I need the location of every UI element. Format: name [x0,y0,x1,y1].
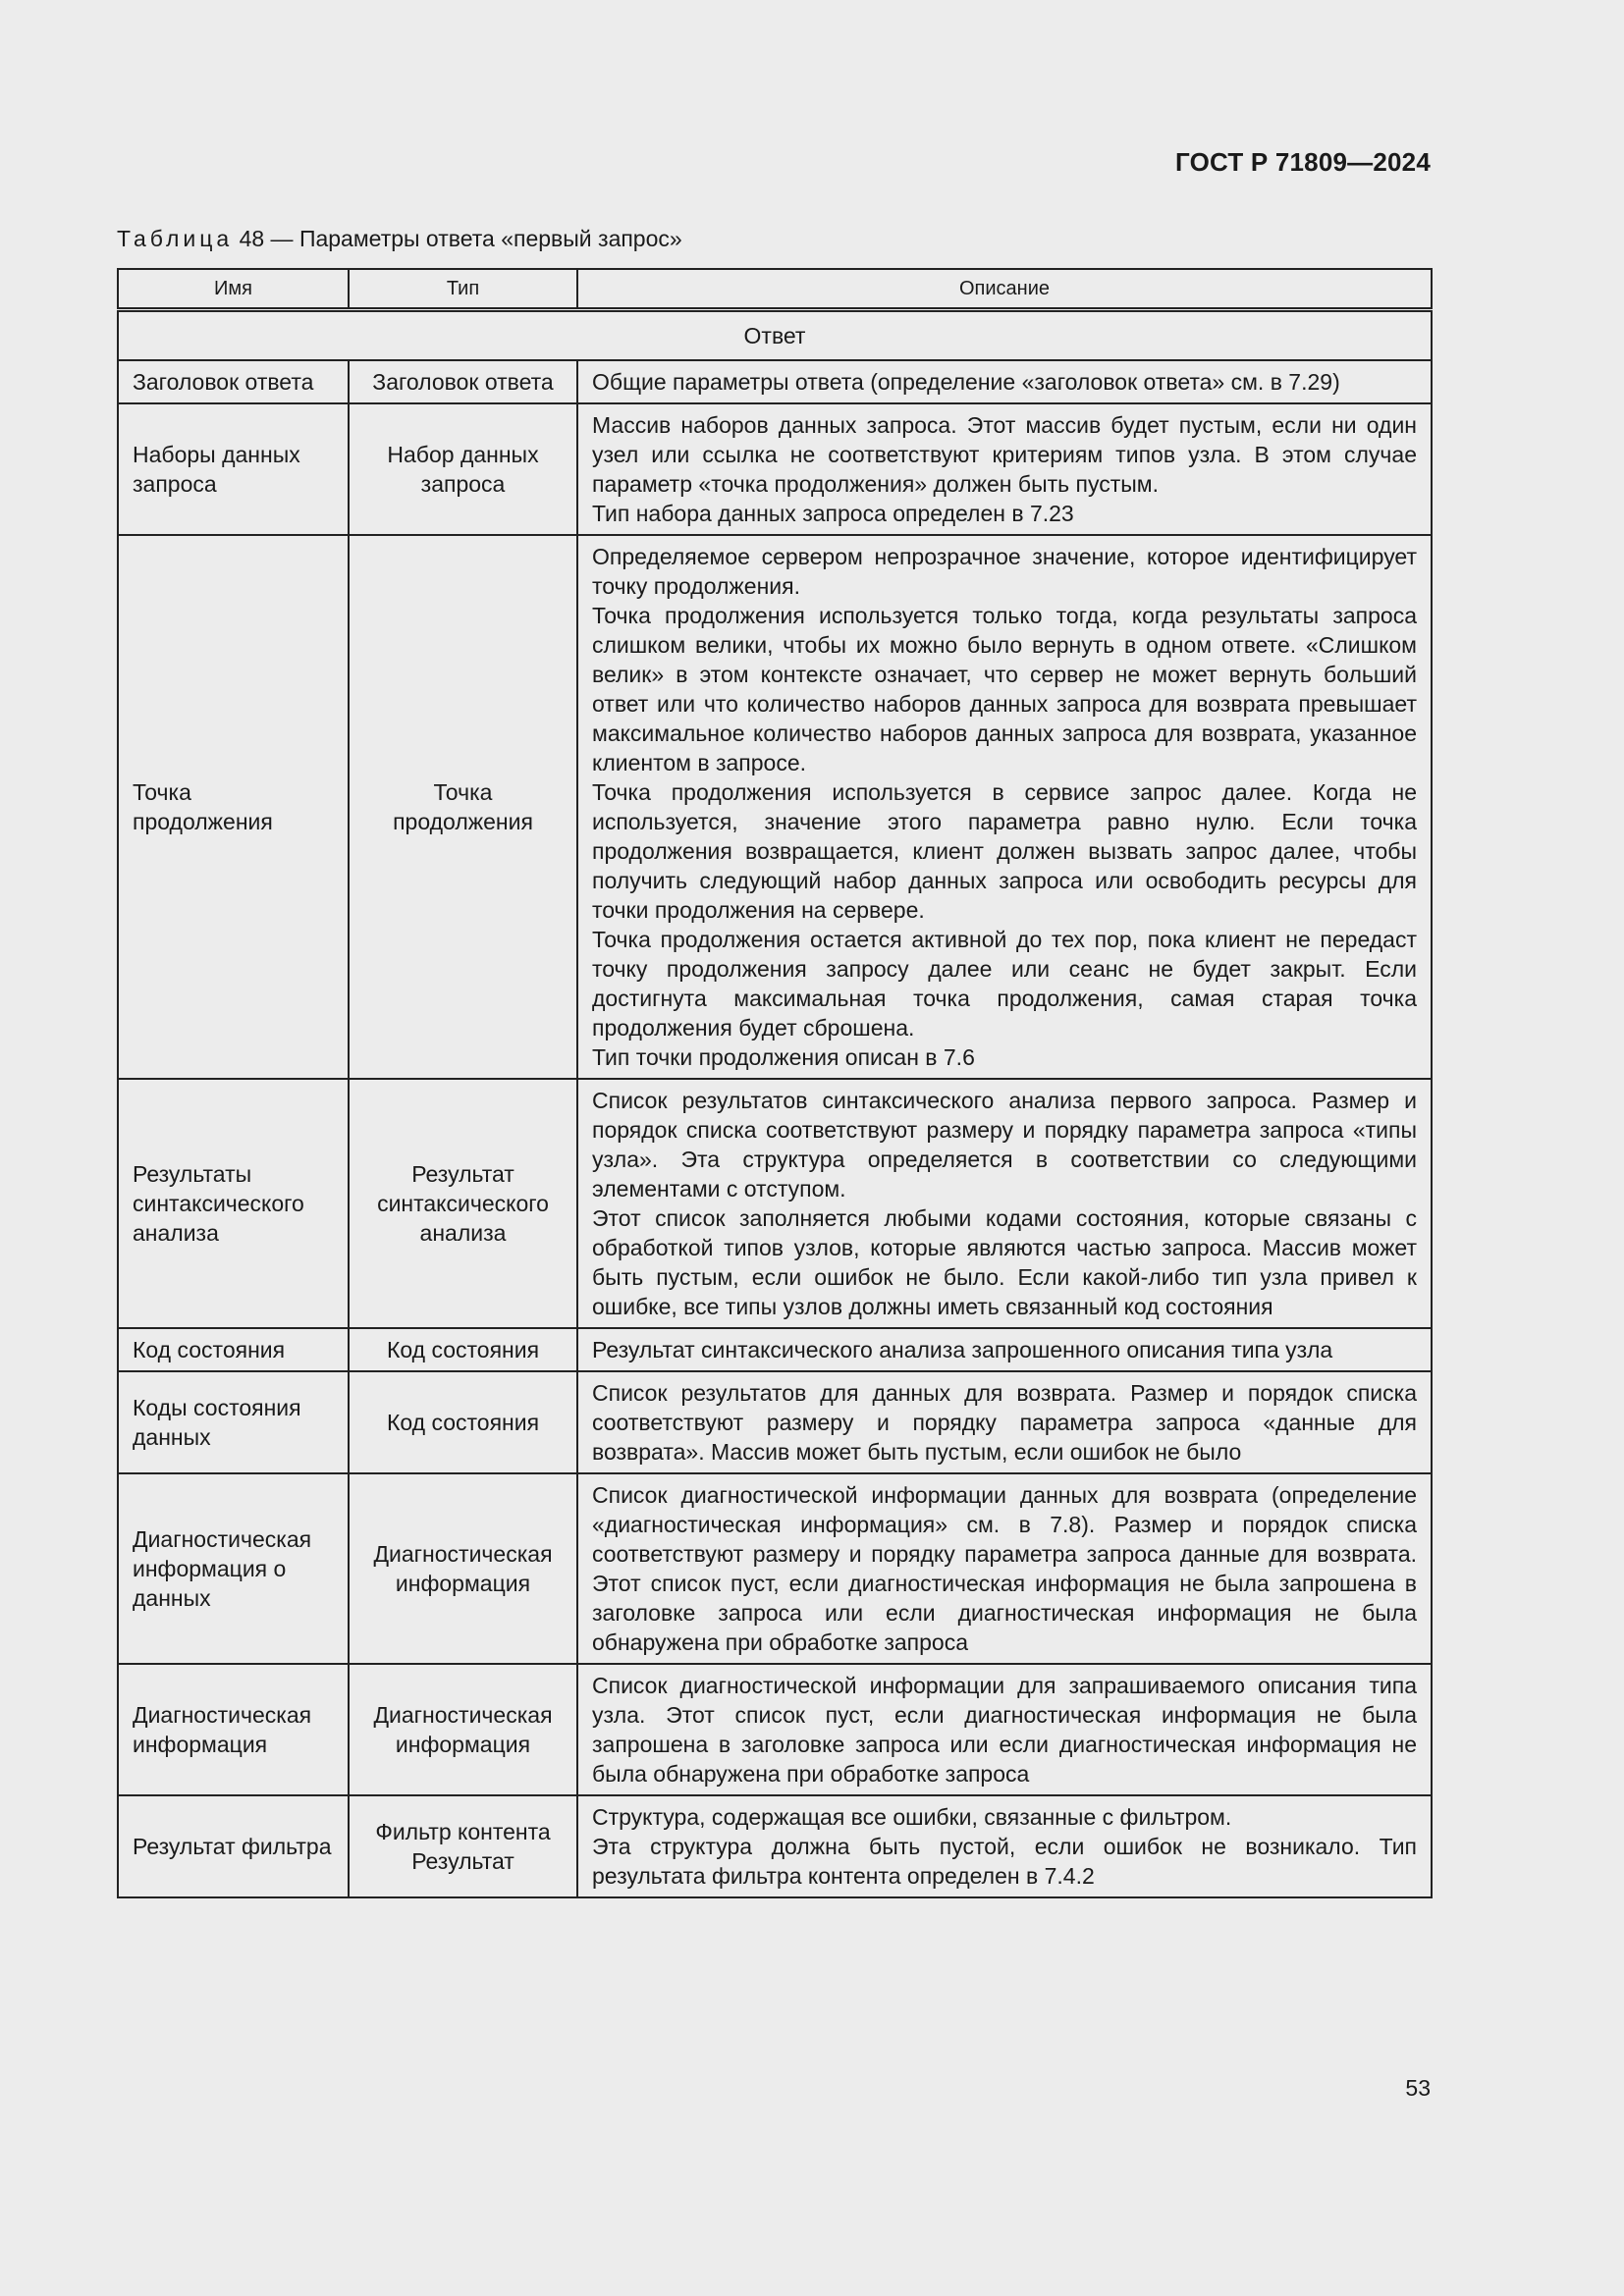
description-paragraph: Структура, содержащая все ошибки, связанные с фильтром. [592,1804,1232,1830]
cell-name: Результат фильтра [118,1795,349,1897]
cell-type: Код состояния [349,1328,577,1371]
column-header-description: Описание [577,269,1432,310]
table-caption-prefix: Таблица [117,226,234,251]
cell-description [577,1664,1432,1795]
description-paragraph: Тип набора данных запроса определен в 7.23 [592,501,1074,526]
cell-name: Коды состояния данных [118,1371,349,1473]
description-paragraph: Результат синтаксического анализа запрошенного описания типа узла [592,1337,1333,1362]
table-row [118,1371,1432,1473]
table-row [118,1664,1432,1795]
description-paragraph: Точка продолжения остается активной до тех пор, пока клиент не передаст точку продолжения запросу далее или сеанс не будет закрыт. Если достигнута максимальная точка продолжения, самая старая точка продолжения будет сброшена. [592,927,1417,1041]
description-paragraph: Список результатов для данных для возврата. Размер и порядок списка соответствуют размеру и порядку параметра запроса «данные для возврата». Массив может быть пустым, если ошибок не было [592,1380,1417,1465]
description-paragraph: Общие параметры ответа (определение «заголовок ответа» см. в 7.29) [592,369,1340,395]
description-paragraph: Определяемое сервером непрозрачное значение, которое идентифицирует точку продолжения. [592,544,1417,599]
cell-description [577,1079,1432,1328]
table-row [118,403,1432,535]
table-caption [117,226,682,252]
cell-description [577,1795,1432,1897]
description-paragraph: Точка продолжения используется в сервисе запрос далее. Когда не используется, значение этого параметра равно нулю. Если точка продолжения возвращается, клиент должен вызвать запрос далее, чтобы получить следующий набор данных запроса или освободить ресурсы для точки продолжения на сервере. [592,779,1417,923]
table-row [118,360,1432,403]
cell-name: Код состояния [118,1328,349,1371]
description-paragraph: Точка продолжения используется только тогда, когда результаты запроса слишком велики, чтобы их можно было вернуть в одном ответе. «Слишком велик» в этом контексте означает, что сервер не может вернуть больший ответ или что количество наборов данных запроса для возврата превышает максимальное количество наборов данных запроса для возврата, указанное клиентом в запросе. [592,603,1417,775]
cell-name: Наборы данных запроса [118,403,349,535]
document-code: ГОСТ Р 71809—2024 [1175,147,1431,177]
cell-name: Точка продолжения [118,535,349,1079]
cell-type: Фильтр контента Результат [349,1795,577,1897]
column-header-name: Имя [118,269,349,310]
parameters-table [117,268,1433,1898]
cell-description [577,403,1432,535]
cell-type: Диагностическая информация [349,1473,577,1664]
cell-name: Результаты синтаксического анализа [118,1079,349,1328]
description-paragraph: Список результатов синтаксического анализа первого запроса. Размер и порядок списка соответствуют размеру и порядку параметра запроса «типы узла». Эта структура определяется в соответствии со следующими элементами с отступом. [592,1088,1417,1201]
cell-name: Диагностическая информация о данных [118,1473,349,1664]
cell-name: Заголовок ответа [118,360,349,403]
column-header-type: Тип [349,269,577,310]
description-paragraph: Список диагностической информации для запрашиваемого описания типа узла. Этот список пуст, если диагностическая информация не была запрошена в заголовке запроса или если диагностическая информация не была обнаружена при обработке запроса [592,1673,1417,1787]
cell-type: Точка продолжения [349,535,577,1079]
description-paragraph: Этот список заполняется любыми кодами состояния, которые связаны с обработкой типов узлов, которые являются частью запроса. Массив может быть пустым, если ошибок не было. Если какой-либо тип узла привел к ошибке, все типы узлов должны иметь связанный код состояния [592,1205,1417,1319]
table-row [118,1079,1432,1328]
cell-type: Заголовок ответа [349,360,577,403]
page-number: 53 [1405,2075,1431,2101]
section-title: Ответ [118,310,1432,361]
description-paragraph: Массив наборов данных запроса. Этот массив будет пустым, если ни один узел или ссылка не соответствуют критериям типов узла. В этом случае параметр «точка продолжения» должен быть пустым. [592,412,1417,497]
cell-type: Диагностическая информация [349,1664,577,1795]
table-row [118,1795,1432,1897]
table-row [118,1328,1432,1371]
table-header-row [118,269,1432,310]
cell-description [577,1371,1432,1473]
description-paragraph: Список диагностической информации данных для возврата (определение «диагностическая информация» см. в 7.8). Размер и порядок списка соответствуют размеру и порядку параметра запроса данные для возврата. Этот список пуст, если диагностическая информация не была запрошена в заголовке запроса или если диагностическая информация не была обнаружена при обработке запроса [592,1482,1417,1655]
cell-type: Код состояния [349,1371,577,1473]
table-caption-text: 48 — Параметры ответа «первый запрос» [239,226,682,251]
cell-name: Диагностическая информация [118,1664,349,1795]
table-row [118,535,1432,1079]
description-paragraph: Эта структура должна быть пустой, если ошибок не возникало. Тип результата фильтра контента определен в 7.4.2 [592,1834,1417,1889]
cell-description [577,535,1432,1079]
description-paragraph: Тип точки продолжения описан в 7.6 [592,1044,975,1070]
table-row [118,1473,1432,1664]
cell-description [577,1473,1432,1664]
cell-description [577,1328,1432,1371]
cell-type: Результат синтаксического анализа [349,1079,577,1328]
cell-type: Набор данных запроса [349,403,577,535]
section-row [118,310,1432,361]
cell-description [577,360,1432,403]
